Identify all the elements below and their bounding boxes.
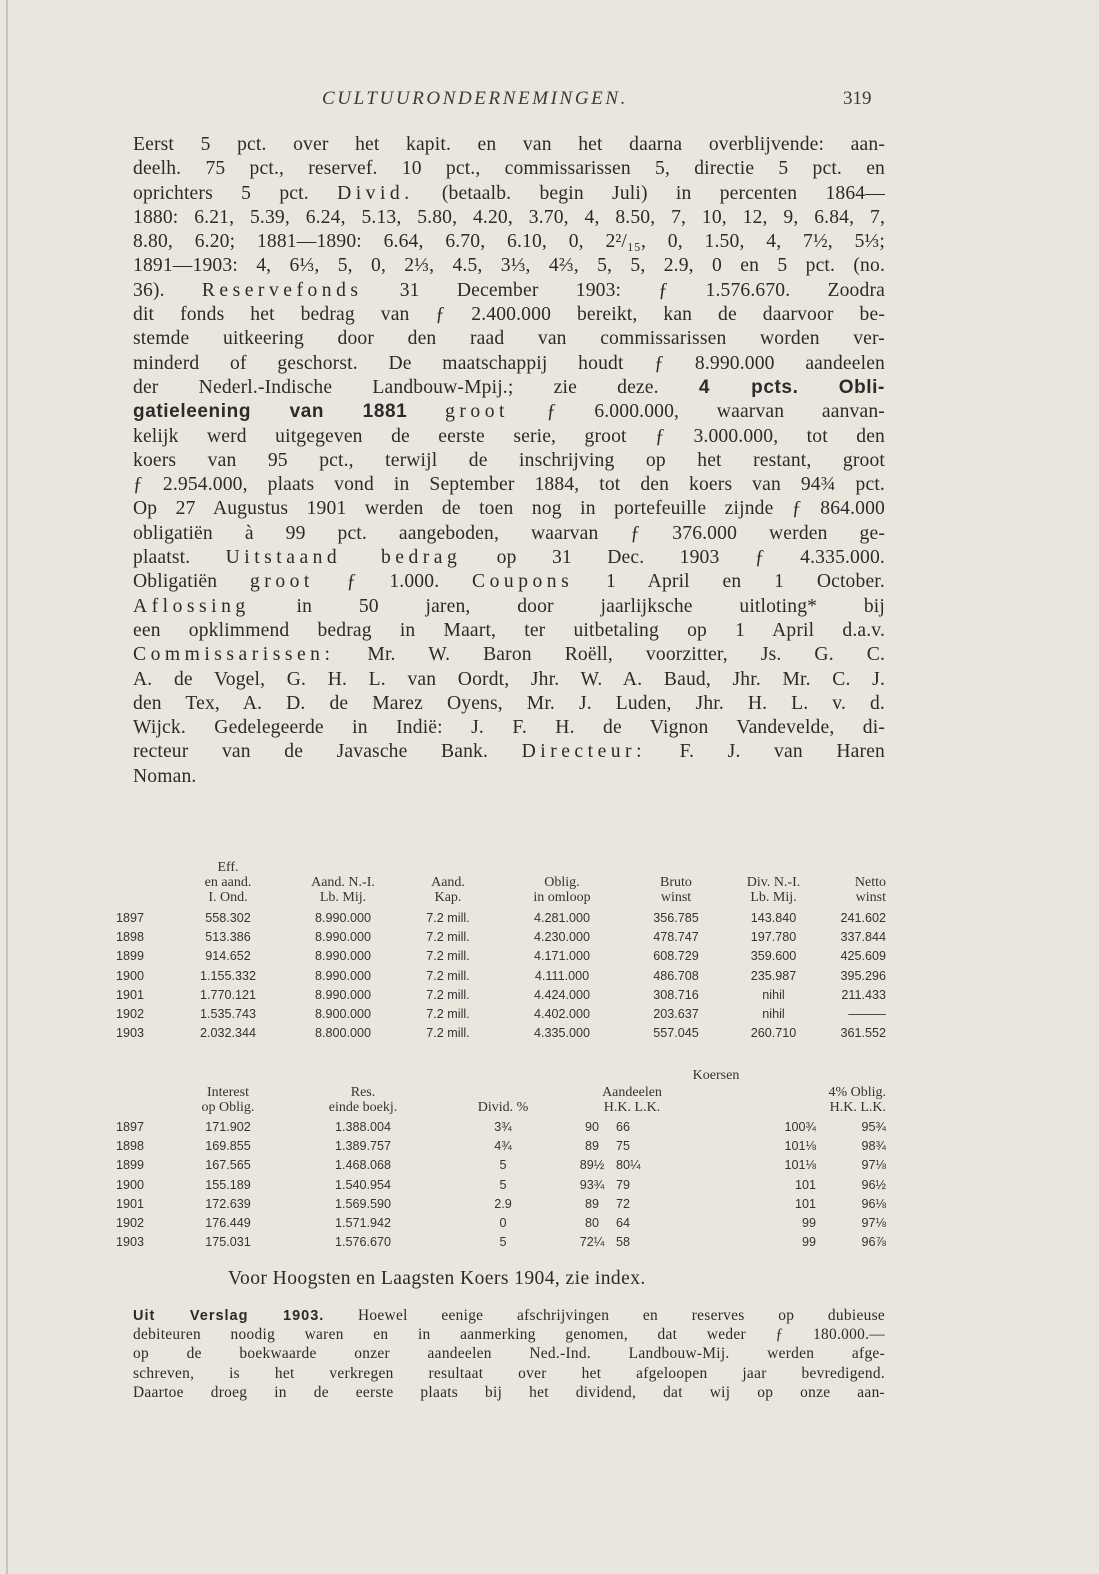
body-line: deelh. 75 pct., reservef. 10 pct., commissarissen 5, directie 5 pct. en: [133, 158, 885, 180]
table1-cell: 7.2 mill.: [426, 949, 470, 964]
table2-cell: 0: [499, 1216, 507, 1231]
table1-cell: 4.424.000: [533, 987, 591, 1002]
body-line: obligatiën à 99 pct. aangeboden, waarvan ƒ 376.000 werden ge-: [133, 522, 885, 544]
table2-year-cell: 1900: [116, 1177, 145, 1192]
table2-cell: 95¾: [861, 1119, 886, 1134]
table2-cell: 1.540.954: [334, 1177, 392, 1192]
body-line: 8.80, 6.20; 1881—1890: 6.64, 6.70, 6.10, 0, 2²/₁₅, 0, 1.50, 4, 7½, 5⅓;: [133, 231, 885, 253]
table2-cell: 89: [584, 1196, 599, 1211]
table2-cell: 97⅛: [861, 1216, 886, 1231]
table2-cell: 75: [616, 1138, 631, 1153]
report-line: op de boekwaarde onzer aandeelen Ned.-Ind. Landbouw-Mij. werden afge-: [133, 1345, 885, 1363]
body-line: ƒ 2.954.000, plaats vond in September 1884, tot den koers van 94¾ pct.: [133, 474, 885, 496]
table2-cell: 176.449: [205, 1216, 251, 1231]
table1-cell: 361.552: [840, 1026, 886, 1041]
table1-row: [116, 947, 886, 966]
table2-header-col: Res. einde boekj.: [328, 1085, 398, 1115]
bold-term-pcts: 4 pcts.: [698, 376, 799, 398]
table1-year-cell: 1897: [116, 910, 145, 925]
body-line: Noman.: [133, 765, 197, 787]
table1-header-col: Netto winst: [854, 875, 886, 905]
table2-cell: 1.389.757: [334, 1138, 392, 1153]
body-line: 36). Reservefonds 31 December 1903: ƒ 1.576.670. Zoodra: [133, 279, 885, 301]
financial-table-2: [116, 1068, 886, 1252]
table2-row: [116, 1117, 886, 1136]
table2-row: [116, 1213, 886, 1232]
body-line: oprichters 5 pct. Divid. (betaalb. begin Juli) in percenten 1864—: [133, 182, 885, 204]
body-line: recteur van de Javasche Bank. Directeur: F. J. van Haren: [133, 741, 885, 763]
table2-cell: 99: [801, 1216, 816, 1231]
table2-cell: 101⅛: [784, 1138, 816, 1153]
page-header: [0, 88, 1099, 118]
table2-cell: 79: [616, 1177, 631, 1192]
table1-cell: 241.602: [840, 910, 886, 925]
spaced-term-aflossing: Aflossing: [133, 595, 250, 617]
table2-cell: 93¾: [579, 1177, 605, 1192]
table1-cell: 211.433: [841, 987, 886, 1002]
body-line: Op 27 Augustus 1901 werden de toen nog in portefeuille zijnde ƒ 864.000: [133, 498, 885, 520]
table1-cell: 1.770.121: [199, 987, 257, 1002]
body-line: A. de Vogel, G. H. L. van Oordt, Jhr. W. A. Baud, Jhr. Mr. C. J.: [133, 668, 885, 690]
table1-cell: 7.2 mill.: [426, 987, 470, 1002]
table1-cell: 7.2 mill.: [426, 968, 470, 983]
table1-cell: nihil: [762, 987, 785, 1002]
table2-cell: 2.9: [494, 1196, 512, 1211]
table2-cell: 1.569.590: [334, 1196, 392, 1211]
table2-year-cell: 1899: [116, 1158, 145, 1173]
table2-row: [116, 1156, 886, 1175]
body-line: Eerst 5 pct. over het kapit. en van het daarna overblijvende: aan-: [133, 134, 885, 155]
report-line: schreven, is het verkregen resultaat over het afgeloopen jaar bevredigend.: [133, 1364, 885, 1382]
table2-cell: 172.639: [205, 1196, 251, 1211]
table2-cell: 96½: [861, 1177, 886, 1192]
table2-cell: 99: [801, 1235, 816, 1250]
table2-header-year: [116, 1085, 168, 1117]
body-line: gatieleening van 1881 groot ƒ 6.000.000, waarvan aanvan-: [133, 401, 885, 423]
table2-cell: 4¾: [494, 1138, 512, 1153]
table1-cell: 4.111.000: [534, 968, 590, 983]
table1-header-col: Div. N.-I. Lb. Mij.: [746, 875, 801, 905]
table2-cell: 97⅛: [861, 1158, 886, 1173]
spaced-term-divid: Divid.: [337, 182, 414, 204]
koersen-label: Koersen: [692, 1068, 740, 1083]
table1-cell: 486.708: [653, 968, 699, 983]
table2-cell: 1.576.670: [334, 1235, 392, 1250]
table1-cell: 4.281.000: [533, 910, 591, 925]
table2-cell: 101⅛: [784, 1158, 816, 1173]
table2-cell: 89½: [579, 1158, 605, 1173]
table1-cell: 8.990.000: [314, 987, 372, 1002]
table1-cell: 8.900.000: [314, 1007, 372, 1022]
body-line: een opklimmend bedrag in Maart, ter uitbetaling op 1 April d.a.v.: [133, 619, 885, 641]
report-line: Daartoe droeg in de eerste plaats bij het dividend, dat wij op onze aan-: [133, 1383, 885, 1401]
table2-cell: 1.468.068: [334, 1158, 392, 1173]
table1-cell: 8.990.000: [314, 929, 372, 944]
body-line: Wijck. Gedelegeerde in Indië: J. F. H. de Vignon Vandevelde, di-: [133, 717, 885, 739]
report-line: Uit Verslag 1903. Hoewel eenige afschrijvingen en reserves op dubieuse: [133, 1307, 885, 1324]
table1-cell: 8.990.000: [314, 910, 372, 925]
table2-header-col: Aandeelen H.K. L.K.: [602, 1085, 662, 1115]
table2-cell: 1.571.942: [334, 1216, 392, 1231]
table1-header-col: Aand. Kap.: [431, 875, 465, 905]
report-excerpt: [133, 1306, 885, 1402]
table2-cell: 101: [794, 1177, 816, 1192]
table1-cell: 359.600: [750, 949, 797, 964]
table2-cell: 155.189: [205, 1177, 251, 1192]
spaced-term-coupons: Coupons: [472, 571, 574, 593]
table1-cell: 337.844: [840, 929, 886, 944]
table1-cell: 395.296: [840, 968, 886, 983]
table1-cell: 235.987: [750, 968, 797, 983]
table2-cell: 72: [616, 1196, 631, 1211]
table1-cell: ———: [848, 1007, 886, 1022]
table2-cell: 58: [616, 1235, 631, 1250]
table2-row: [116, 1194, 886, 1213]
table1-cell: 2.032.344: [199, 1026, 257, 1041]
table1-cell: 513.386: [205, 929, 251, 944]
table2-header-col: Interest op Oblig.: [201, 1085, 255, 1115]
table1-cell: 478.747: [653, 929, 699, 944]
body-line: den Tex, A. D. de Marez Oyens, Mr. J. Luden, Jhr. H. L. v. d.: [133, 692, 885, 714]
body-line: 1880: 6.21, 5.39, 6.24, 5.13, 5.80, 4.20, 3.70, 4, 8.50, 7, 10, 12, 9, 6.84, 7,: [133, 206, 885, 228]
table1-year-cell: 1898: [116, 929, 145, 944]
spaced-term-reservefonds: Reservefonds: [201, 279, 363, 301]
bold-term-obli: Obli-: [838, 376, 885, 398]
table2-header-col: 4% Oblig. H.K. L.K.: [828, 1085, 886, 1115]
table1-header-row: [116, 860, 886, 908]
table2-cell: 80: [584, 1216, 599, 1231]
table1-year-cell: 1902: [116, 1007, 145, 1022]
table1-cell: 203.637: [653, 1007, 699, 1022]
body-line: koers van 95 pct., terwijl de inschrijving op het restant, groot: [133, 449, 885, 471]
spaced-term-commissarissen: Commissarissen:: [133, 644, 335, 666]
table1-cell: 8.990.000: [314, 968, 372, 983]
table2-year-cell: 1902: [116, 1216, 145, 1231]
running-head: CULTUURONDERNEMINGEN.: [322, 88, 628, 109]
table1-cell: 8.990.000: [314, 949, 372, 964]
table1-cell: 197.780: [750, 929, 797, 944]
table2-row: [116, 1175, 886, 1194]
table1-cell: 4.230.000: [533, 929, 591, 944]
table1-row: [116, 1004, 886, 1023]
spaced-term-groot-2: groot: [250, 571, 314, 593]
table2-cell: 5: [499, 1158, 507, 1173]
table1-header-year: [116, 860, 168, 908]
body-line: Aflossing in 50 jaren, door jaarlijksche uitloting* bij: [133, 595, 885, 617]
body-line: dit fonds het bedrag van ƒ 2.400.000 bereikt, kan de daarvoor be-: [133, 304, 885, 326]
table2-year-cell: 1898: [116, 1138, 145, 1153]
table1-cell: 356.785: [653, 910, 699, 925]
table1-cell: 4.335.000: [533, 1026, 591, 1041]
table1-row: [116, 985, 886, 1004]
table1-cell: 260.710: [750, 1026, 797, 1041]
table2-year-cell: 1903: [116, 1235, 145, 1250]
table2-cell: 64: [616, 1216, 631, 1231]
report-heading: Uit Verslag 1903.: [133, 1308, 325, 1324]
table2-cell: 171.902: [205, 1119, 251, 1134]
spaced-term-groot: groot: [445, 401, 509, 423]
table1-cell: 1.155.332: [199, 968, 257, 983]
table2-cell: 80¼: [616, 1158, 641, 1173]
body-line: stemde uitkeering door den raad van commissarissen worden ver-: [133, 328, 885, 350]
table1-cell: 4.402.000: [533, 1007, 591, 1022]
table1-cell: 1.535.743: [199, 1007, 257, 1022]
table1-cell: 558.302: [205, 910, 251, 925]
page-edge: [6, 0, 8, 1574]
financial-table-1: [116, 860, 886, 1043]
table1-cell: 7.2 mill.: [426, 1026, 470, 1041]
body-line: minderd of geschorst. De maatschappij houdt ƒ 8.990.000 aandeelen: [133, 352, 885, 374]
table2-year-cell: 1901: [116, 1196, 145, 1211]
body-text: [133, 133, 885, 789]
table1-cell: 425.609: [840, 949, 886, 964]
table1-year-cell: 1900: [116, 968, 145, 983]
table1-cell: 7.2 mill.: [426, 910, 470, 925]
table2-cell: 167.565: [205, 1158, 251, 1173]
spaced-term-uitstaand: Uitstaand bedrag: [225, 547, 462, 569]
body-line: plaatst. Uitstaand bedrag op 31 Dec. 1903 ƒ 4.335.000.: [133, 547, 885, 569]
table1-row: [116, 927, 886, 946]
table2-cell: 100¾: [784, 1119, 816, 1134]
table2-cell: 98¾: [861, 1138, 886, 1153]
table2-cell: 3¾: [494, 1119, 512, 1134]
table2-cell: 101: [794, 1196, 816, 1211]
table1-header-col: Bruto winst: [660, 875, 692, 905]
table2-header-row: [116, 1085, 886, 1117]
table2-cell: 96⅞: [861, 1235, 886, 1250]
table2-cell: 90: [584, 1119, 599, 1134]
table1-header-col: Aand. N.-I. Lb. Mij.: [311, 875, 375, 905]
table1-cell: nihil: [762, 1007, 785, 1022]
table1-cell: 308.716: [653, 987, 699, 1002]
table2-year-cell: 1897: [116, 1119, 145, 1134]
spaced-term-directeur: Directeur:: [521, 741, 647, 763]
report-line: debiteuren noodig waren en in aanmerking genomen, dat weder ƒ 180.000.—: [133, 1326, 885, 1344]
table1-cell: 608.729: [653, 949, 699, 964]
table2-cell: 89: [584, 1138, 599, 1153]
table1-year-cell: 1901: [116, 987, 145, 1002]
table2-cell: 5: [499, 1177, 507, 1192]
page-number: 319: [843, 88, 872, 109]
table1-cell: 914.652: [205, 949, 251, 964]
table1-cell: 143.840: [750, 910, 797, 925]
body-line: Commissarissen: Mr. W. Baron Roëll, voorzitter, Js. G. C.: [133, 644, 885, 666]
bold-term-gatieleening: gatieleening van 1881: [133, 401, 408, 423]
body-line: Obligatiën groot ƒ 1.000. Coupons 1 April en 1 October.: [133, 571, 885, 593]
table1-row: [116, 908, 886, 927]
body-line: der Nederl.-Indische Landbouw-Mpij.; zie deze. 4 pcts. Obli-: [133, 376, 885, 398]
table2-cell: 175.031: [205, 1235, 251, 1250]
table1-cell: 4.171.000: [533, 949, 591, 964]
body-line: kelijk werd uitgegeven de eerste serie, groot ƒ 3.000.000, tot den: [133, 425, 885, 447]
table2-cell: 5: [499, 1235, 507, 1250]
table1-header-col: Eff. en aand. I. Ond.: [204, 860, 252, 905]
body-line: 1891—1903: 4, 6⅓, 5, 0, 2⅓, 4.5, 3⅓, 4⅔, 5, 5, 2.9, 0 en 5 pct. (no.: [133, 255, 885, 277]
table2-cell: 66: [616, 1119, 631, 1134]
table2-cell: 72¼: [579, 1235, 605, 1250]
table2-row: [116, 1136, 886, 1155]
table2-cell: 169.855: [205, 1138, 251, 1153]
table1-row: [116, 1024, 886, 1043]
table1-cell: 7.2 mill.: [426, 1007, 470, 1022]
table1-cell: 557.045: [653, 1026, 699, 1041]
table2-cell: 1.388.004: [334, 1119, 392, 1134]
table2-cell: 96⅛: [861, 1196, 886, 1211]
table1-year-cell: 1903: [116, 1026, 145, 1041]
table2-header-col: Divid. %: [477, 1100, 529, 1115]
table2-super-header-row: [116, 1068, 886, 1085]
index-note: Voor Hoogsten en Laagsten Koers 1904, zie index.: [228, 1268, 646, 1289]
table1-cell: 7.2 mill.: [426, 929, 470, 944]
table1-row: [116, 966, 886, 985]
table1-header-col: Oblig. in omloop: [533, 875, 591, 905]
table1-year-cell: 1899: [116, 949, 145, 964]
table1-cell: 8.800.000: [314, 1026, 372, 1041]
table2-row: [116, 1233, 886, 1252]
